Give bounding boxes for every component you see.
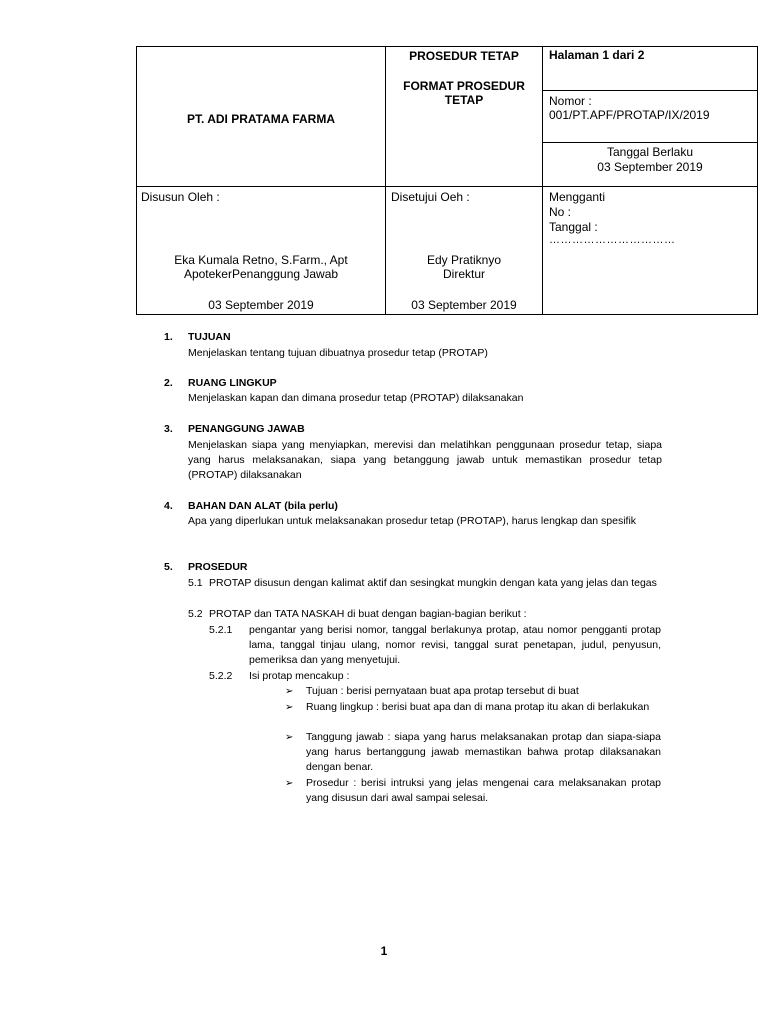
table-divider-right-2 — [542, 142, 758, 143]
bullet-item-tujuan: Tujuan : berisi pernyataan buat apa protap tersebut di buat — [306, 685, 579, 697]
section-heading-bahan-alat — [164, 500, 338, 512]
document-header-table — [0, 0, 768, 320]
subsection-number-5-2-2: 5.2.2 — [209, 670, 233, 682]
arrow-bullet-icon: ➢ — [285, 686, 294, 697]
bullet-item-ruang-lingkup: Ruang lingkup : berisi buat apa dan di mana protap itu akan di berlakukan — [306, 701, 650, 713]
section-number: 2. — [164, 377, 173, 389]
disusun-date: 03 September 2019 — [208, 298, 314, 312]
subsection-text-5-1: PROTAP disusun dengan kalimat aktif dan sesingkat mungkin dengan kata yang jelas dan tegas — [209, 577, 657, 589]
section-number: 3. — [164, 423, 173, 435]
section-title: RUANG LINGKUP — [188, 377, 277, 389]
doc-type: PROSEDUR TETAP — [409, 49, 519, 63]
section-text-ruang-lingkup: Menjelaskan kapan dan dimana prosedur tetap (PROTAP) dilaksanakan — [188, 392, 524, 404]
section-number: 5. — [164, 561, 173, 573]
mengganti-tanggal: Tanggal : — [549, 220, 598, 234]
table-divider-row — [136, 186, 758, 187]
page-number: 1 — [380, 944, 388, 958]
section-text-bahan-alat: Apa yang diperlukan untuk melaksanakan prosedur tetap (PROTAP), harus lengkap dan spesifik — [188, 515, 637, 527]
bullet-item-prosedur: Prosedur : berisi intruksi yang jelas mengenai cara melaksanakan protap yang disusun dari awal sampai selesai. — [306, 777, 661, 804]
disetujui-name: Edy Pratiknyo — [426, 253, 502, 267]
table-border-top — [136, 46, 758, 47]
arrow-bullet-icon: ➢ — [285, 732, 294, 743]
subsection-text-5-2: PROTAP dan TATA NASKAH di buat dengan bagian-bagian berikut : — [209, 608, 527, 620]
mengganti-label: Mengganti — [549, 190, 606, 204]
disetujui-label: Disetujui Oeh : — [391, 190, 470, 204]
bullet-item-tanggung-jawab: Tanggung jawab : siapa yang harus melaksanakan protap dan siapa-siapa yang harus bertanggung jawab memastikan bahwa protap dilaksanakan dengan benar. — [306, 731, 661, 773]
nomor-label: Nomor : — [549, 94, 592, 108]
section-text-penanggung-jawab: Menjelaskan siapa yang menyiapkan, merevisi dan melatihkan penggunaan prosedur tetap, siapa yang harus melaksanakan, siapa yang betanggung jawab untuk memastikan prosedur tetap (PROTAP) dilaksanakan — [188, 439, 662, 481]
doc-title: FORMAT PROSEDUR TETAP — [403, 79, 525, 107]
disusun-name: Eka Kumala Retno, S.Farm., Apt — [174, 253, 348, 267]
subsection-text-5-2-2: Isi protap mencakup : — [249, 670, 350, 682]
company-name: PT. ADI PRATAMA FARMA — [187, 112, 335, 126]
section-text-tujuan: Menjelaskan tentang tujuan dibuatnya prosedur tetap (PROTAP) — [188, 347, 488, 359]
section-number: 4. — [164, 500, 173, 512]
disusun-label: Disusun Oleh : — [141, 190, 220, 204]
table-border-right — [757, 46, 758, 315]
nomor-value: 001/PT.APF/PROTAP/IX/2019 — [549, 108, 710, 122]
section-title: PROSEDUR — [188, 561, 248, 573]
section-heading-ruang-lingkup — [164, 377, 277, 389]
arrow-bullet-icon: ➢ — [285, 702, 294, 713]
section-number: 1. — [164, 331, 173, 343]
mengganti-dots: …………………………… — [549, 234, 676, 246]
table-divider-col2 — [542, 46, 543, 315]
section-heading-penanggung-jawab — [164, 423, 305, 435]
section-title: BAHAN DAN ALAT (bila perlu) — [188, 500, 338, 512]
disetujui-date: 03 September 2019 — [411, 298, 517, 312]
tanggal-berlaku-label: Tanggal Berlaku — [606, 145, 694, 159]
tanggal-berlaku-value: 03 September 2019 — [597, 160, 703, 174]
table-divider-right-1 — [542, 90, 758, 91]
section-title: PENANGGUNG JAWAB — [188, 423, 305, 435]
table-border-bottom — [136, 314, 758, 315]
subsection-number-5-2-1: 5.2.1 — [209, 624, 233, 636]
subsection-number-5-2: 5.2 — [188, 608, 203, 620]
section-heading-prosedur — [164, 561, 248, 573]
subsection-text-5-2-1: pengantar yang berisi nomor, tanggal berlakunya protap, atau nomor pengganti protap lama, tanggal tinjau ulang, nomor revisi, tanggal surat penetapan, judul, penyusun, pemeriksa dan yang menyetujui. — [249, 624, 661, 666]
arrow-bullet-icon: ➢ — [285, 778, 294, 789]
section-title: TUJUAN — [188, 331, 231, 343]
subsection-number-5-1: 5.1 — [188, 577, 203, 589]
disusun-role: ApotekerPenanggung Jawab — [183, 267, 339, 281]
mengganti-no: No : — [549, 205, 572, 219]
disetujui-role: Direktur — [442, 267, 485, 281]
section-heading-tujuan — [164, 331, 231, 343]
page-info: Halaman 1 dari 2 — [549, 48, 645, 62]
